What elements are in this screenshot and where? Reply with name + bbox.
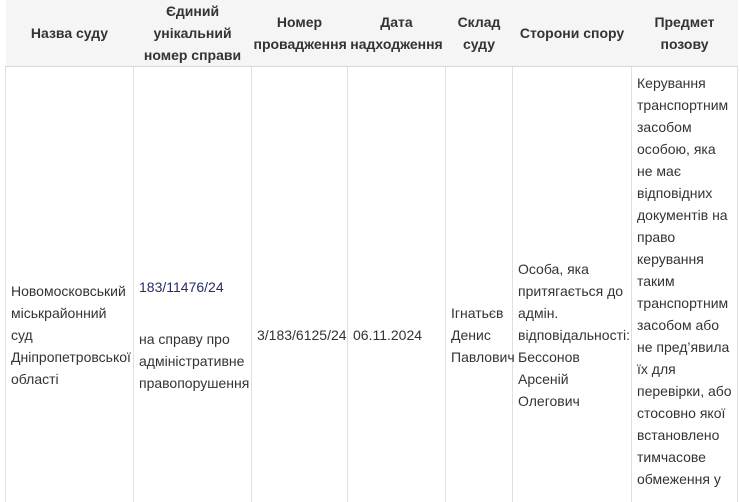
table-header: [6, 0, 738, 67]
table-body: [6, 67, 738, 502]
column-header-claim-subject: Предмет позову: [632, 0, 738, 67]
proceeding-number-cell: [252, 67, 348, 502]
claim-subject-cell: [632, 67, 738, 502]
court-panel-text: Ігнатьєв Денис Павлович: [451, 304, 515, 365]
proceeding-number-text: 3/183/6125/24: [257, 326, 347, 343]
receipt-date-text: 06.11.2024: [353, 326, 423, 343]
court-panel-cell: [446, 67, 513, 502]
dispute-parties-cell: [513, 67, 632, 502]
header-row: [6, 0, 738, 67]
claim-subject-text: Керування транспортним засобом особою, яка не має відповідних документів на право керування таким транспортним засобом або не пред’явила їх для перевірки, або стосовно якої встановлено тимчасове обмеження у: [637, 75, 732, 487]
dispute-parties-text: Особа, яка притягається до адмін. відповідальності: Бессонов Арсеній Олегович: [518, 260, 630, 409]
case-number-cell: [134, 67, 252, 502]
column-header-proceeding-number: Номер провадження: [252, 0, 348, 67]
case-number-note: на справу про адміністративне правопорушення: [139, 330, 250, 391]
court-name-cell: [6, 67, 134, 502]
column-header-dispute-parties: Сторони спору: [513, 0, 632, 67]
column-header-court-panel: Склад суду: [446, 0, 513, 67]
column-header-case-number: Єдиний унікальний номер справи: [134, 0, 252, 67]
case-row: [6, 67, 738, 502]
case-number-link[interactable]: 183/11476/24: [139, 278, 224, 295]
court-name-text: Новомосковський міськрайонний суд Дніпропетровської області: [11, 282, 131, 387]
receipt-date-cell: [348, 67, 446, 502]
column-header-receipt-date: Дата надходження: [348, 0, 446, 67]
cases-table: [5, 0, 738, 502]
column-header-court-name: Назва суду: [6, 0, 134, 67]
